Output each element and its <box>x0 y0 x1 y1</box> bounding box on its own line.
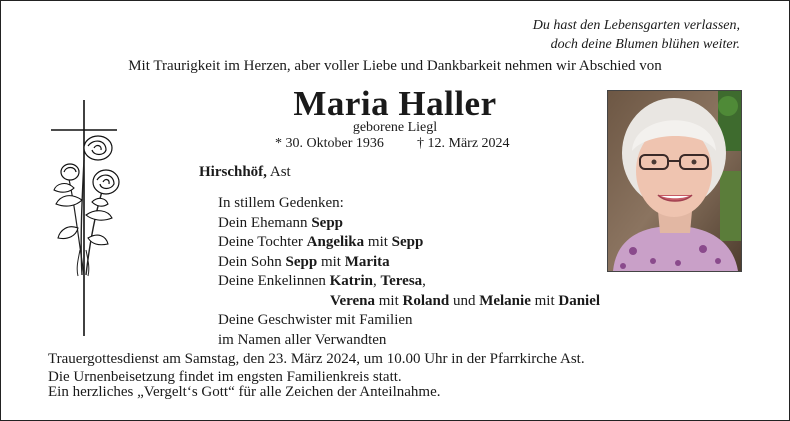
intro-text: Mit Traurigkeit im Herzen, aber voller Liebe und Dankbarkeit nehmen wir Abschied von <box>128 58 662 74</box>
mourner-siblings: Deine Geschwister mit Familien <box>218 312 413 328</box>
residence-village: Hirschhöf, <box>199 164 267 180</box>
comma: , <box>372 273 377 289</box>
grandchild-name: Melanie <box>479 292 531 309</box>
and-word: und <box>452 292 476 309</box>
husband-name: Sepp <box>311 214 343 231</box>
son-partner-name: Marita <box>344 253 390 270</box>
portrait-image <box>608 91 741 271</box>
daughter-partner-name: Sepp <box>391 234 424 250</box>
grandchild-name: Teresa <box>380 273 423 289</box>
portrait-photo <box>607 90 742 272</box>
mourners-heading: In stillem Gedenken: <box>218 195 344 211</box>
grandchild-name: Verena <box>330 292 375 309</box>
death-date: † 12. März 2024 <box>417 136 510 151</box>
mourner-son <box>218 253 600 273</box>
mourner-relatives: im Namen aller Verwandten <box>218 331 387 348</box>
daughter-prefix: Deine Tochter <box>218 234 303 250</box>
residence-town: Ast <box>269 164 291 180</box>
quote-line-1: Du hast den Lebensgarten verlassen, <box>532 18 740 33</box>
deceased-name: Maria Haller <box>293 84 497 123</box>
mourner-daughter <box>218 233 600 253</box>
birth-date: * 30. Oktober 1936 <box>275 136 384 151</box>
quote-line-2: doch deine Blumen blühen weiter. <box>550 37 740 52</box>
service-line-1: Trauergottesdienst am Samstag, den 23. März 2024, um 10.00 Uhr in der Pfarrkirche Ast. <box>48 351 585 367</box>
grandchild-partner-name: Daniel <box>558 292 601 309</box>
with-word: mit <box>534 292 555 309</box>
grandchildren-prefix: Deine Enkelinnen <box>218 273 326 289</box>
son-prefix: Dein Sohn <box>218 253 282 270</box>
with-word: mit <box>367 234 388 250</box>
mourner-grandchildren-cont <box>218 292 600 312</box>
mourner-husband <box>218 214 600 234</box>
husband-prefix: Dein Ehemann <box>218 214 308 231</box>
residence <box>199 164 291 181</box>
cross-with-roses-icon <box>48 100 128 336</box>
mourners-list <box>218 194 600 350</box>
service-info <box>48 350 585 386</box>
with-word: mit <box>320 253 341 270</box>
grandchild-name: Katrin <box>329 273 373 289</box>
thanks-text: Ein herzliches „Vergelt‘s Gott“ für alle Zeichen der Anteilnahme. <box>48 384 441 400</box>
with-word: mit <box>378 292 399 309</box>
son-name: Sepp <box>285 253 318 270</box>
comma: , <box>422 273 426 289</box>
birth-name: geborene Liegl <box>352 120 438 135</box>
daughter-name: Angelika <box>306 234 365 250</box>
mourner-grandchildren <box>218 272 600 292</box>
grandchild-partner-name: Roland <box>402 292 450 309</box>
service-line-2: Die Urnenbeisetzung findet im engsten Familienkreis statt. <box>48 369 402 385</box>
